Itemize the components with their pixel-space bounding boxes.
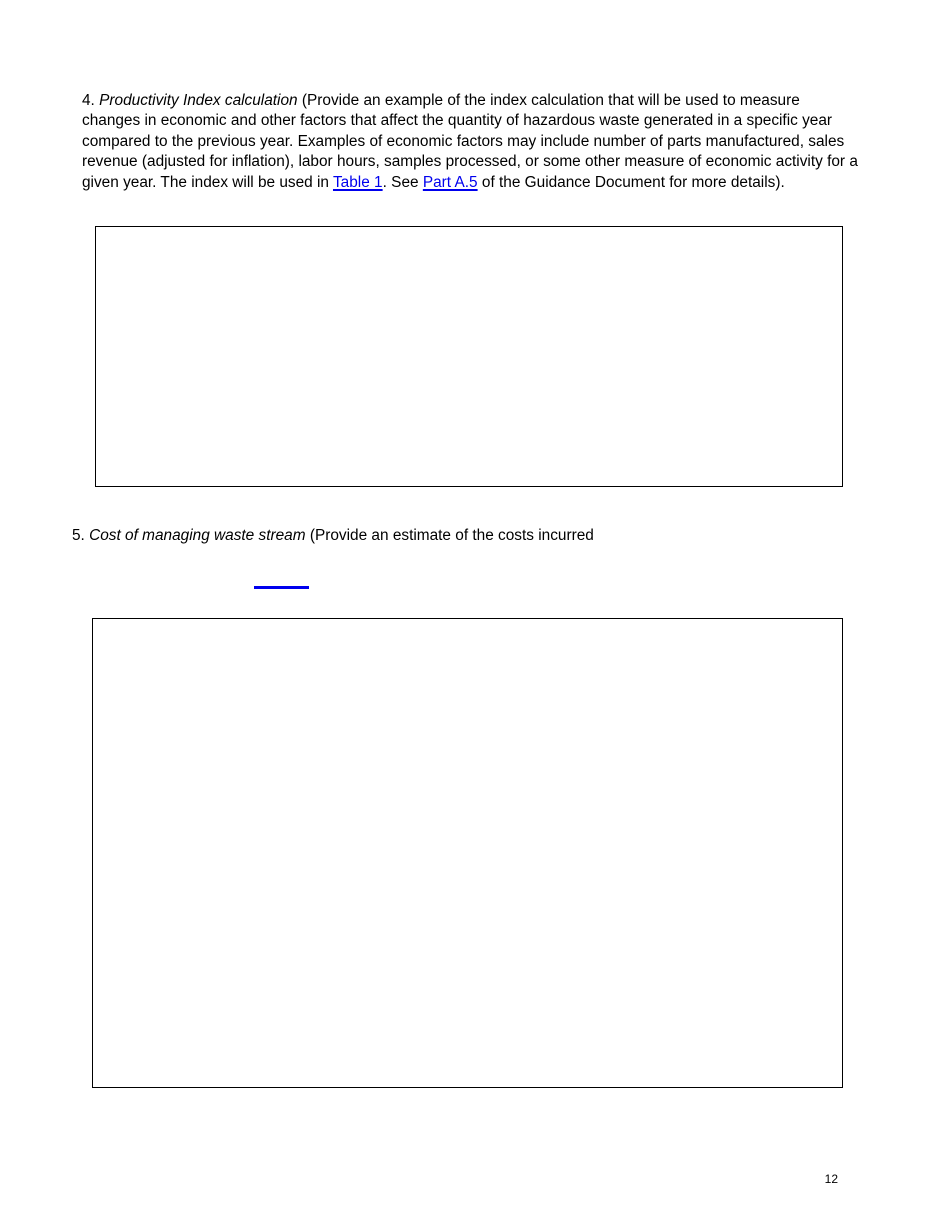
table-1-link[interactable]: Table 1	[332, 173, 383, 191]
question-4-answer-box[interactable]	[95, 226, 843, 487]
question-4-text-end: of the Guidance Document for more details).	[481, 173, 785, 191]
question-5-number: 5.	[72, 527, 85, 544]
question-5-title: Cost of managing waste stream	[89, 527, 306, 544]
question-4-text-see: . See	[382, 173, 419, 191]
question-5-prompt	[72, 526, 872, 546]
question-5-text: (Provide an estimate of the costs incurred	[309, 527, 594, 544]
question-4-prompt	[82, 91, 862, 193]
question-4-title: Productivity Index calculation	[99, 92, 298, 109]
part-a5-link[interactable]: Part A.5	[422, 173, 478, 191]
question-4-number: 4.	[82, 92, 95, 109]
link-underline[interactable]	[254, 586, 309, 589]
question-4-text: (Provide an example of the index calculation that will be used to measure changes in economic and other factors that affect the quantity of hazardous waste generated in a specific year compared to the previous year. Examples of economic factors may include number of parts manufactured, sales revenue (adjusted for inflation), labor hours, samples processed, or some other measure of economic activity for a given year. The index will be used in	[82, 92, 858, 191]
question-5-answer-box[interactable]	[92, 618, 843, 1088]
page-number: 12	[824, 1172, 838, 1186]
